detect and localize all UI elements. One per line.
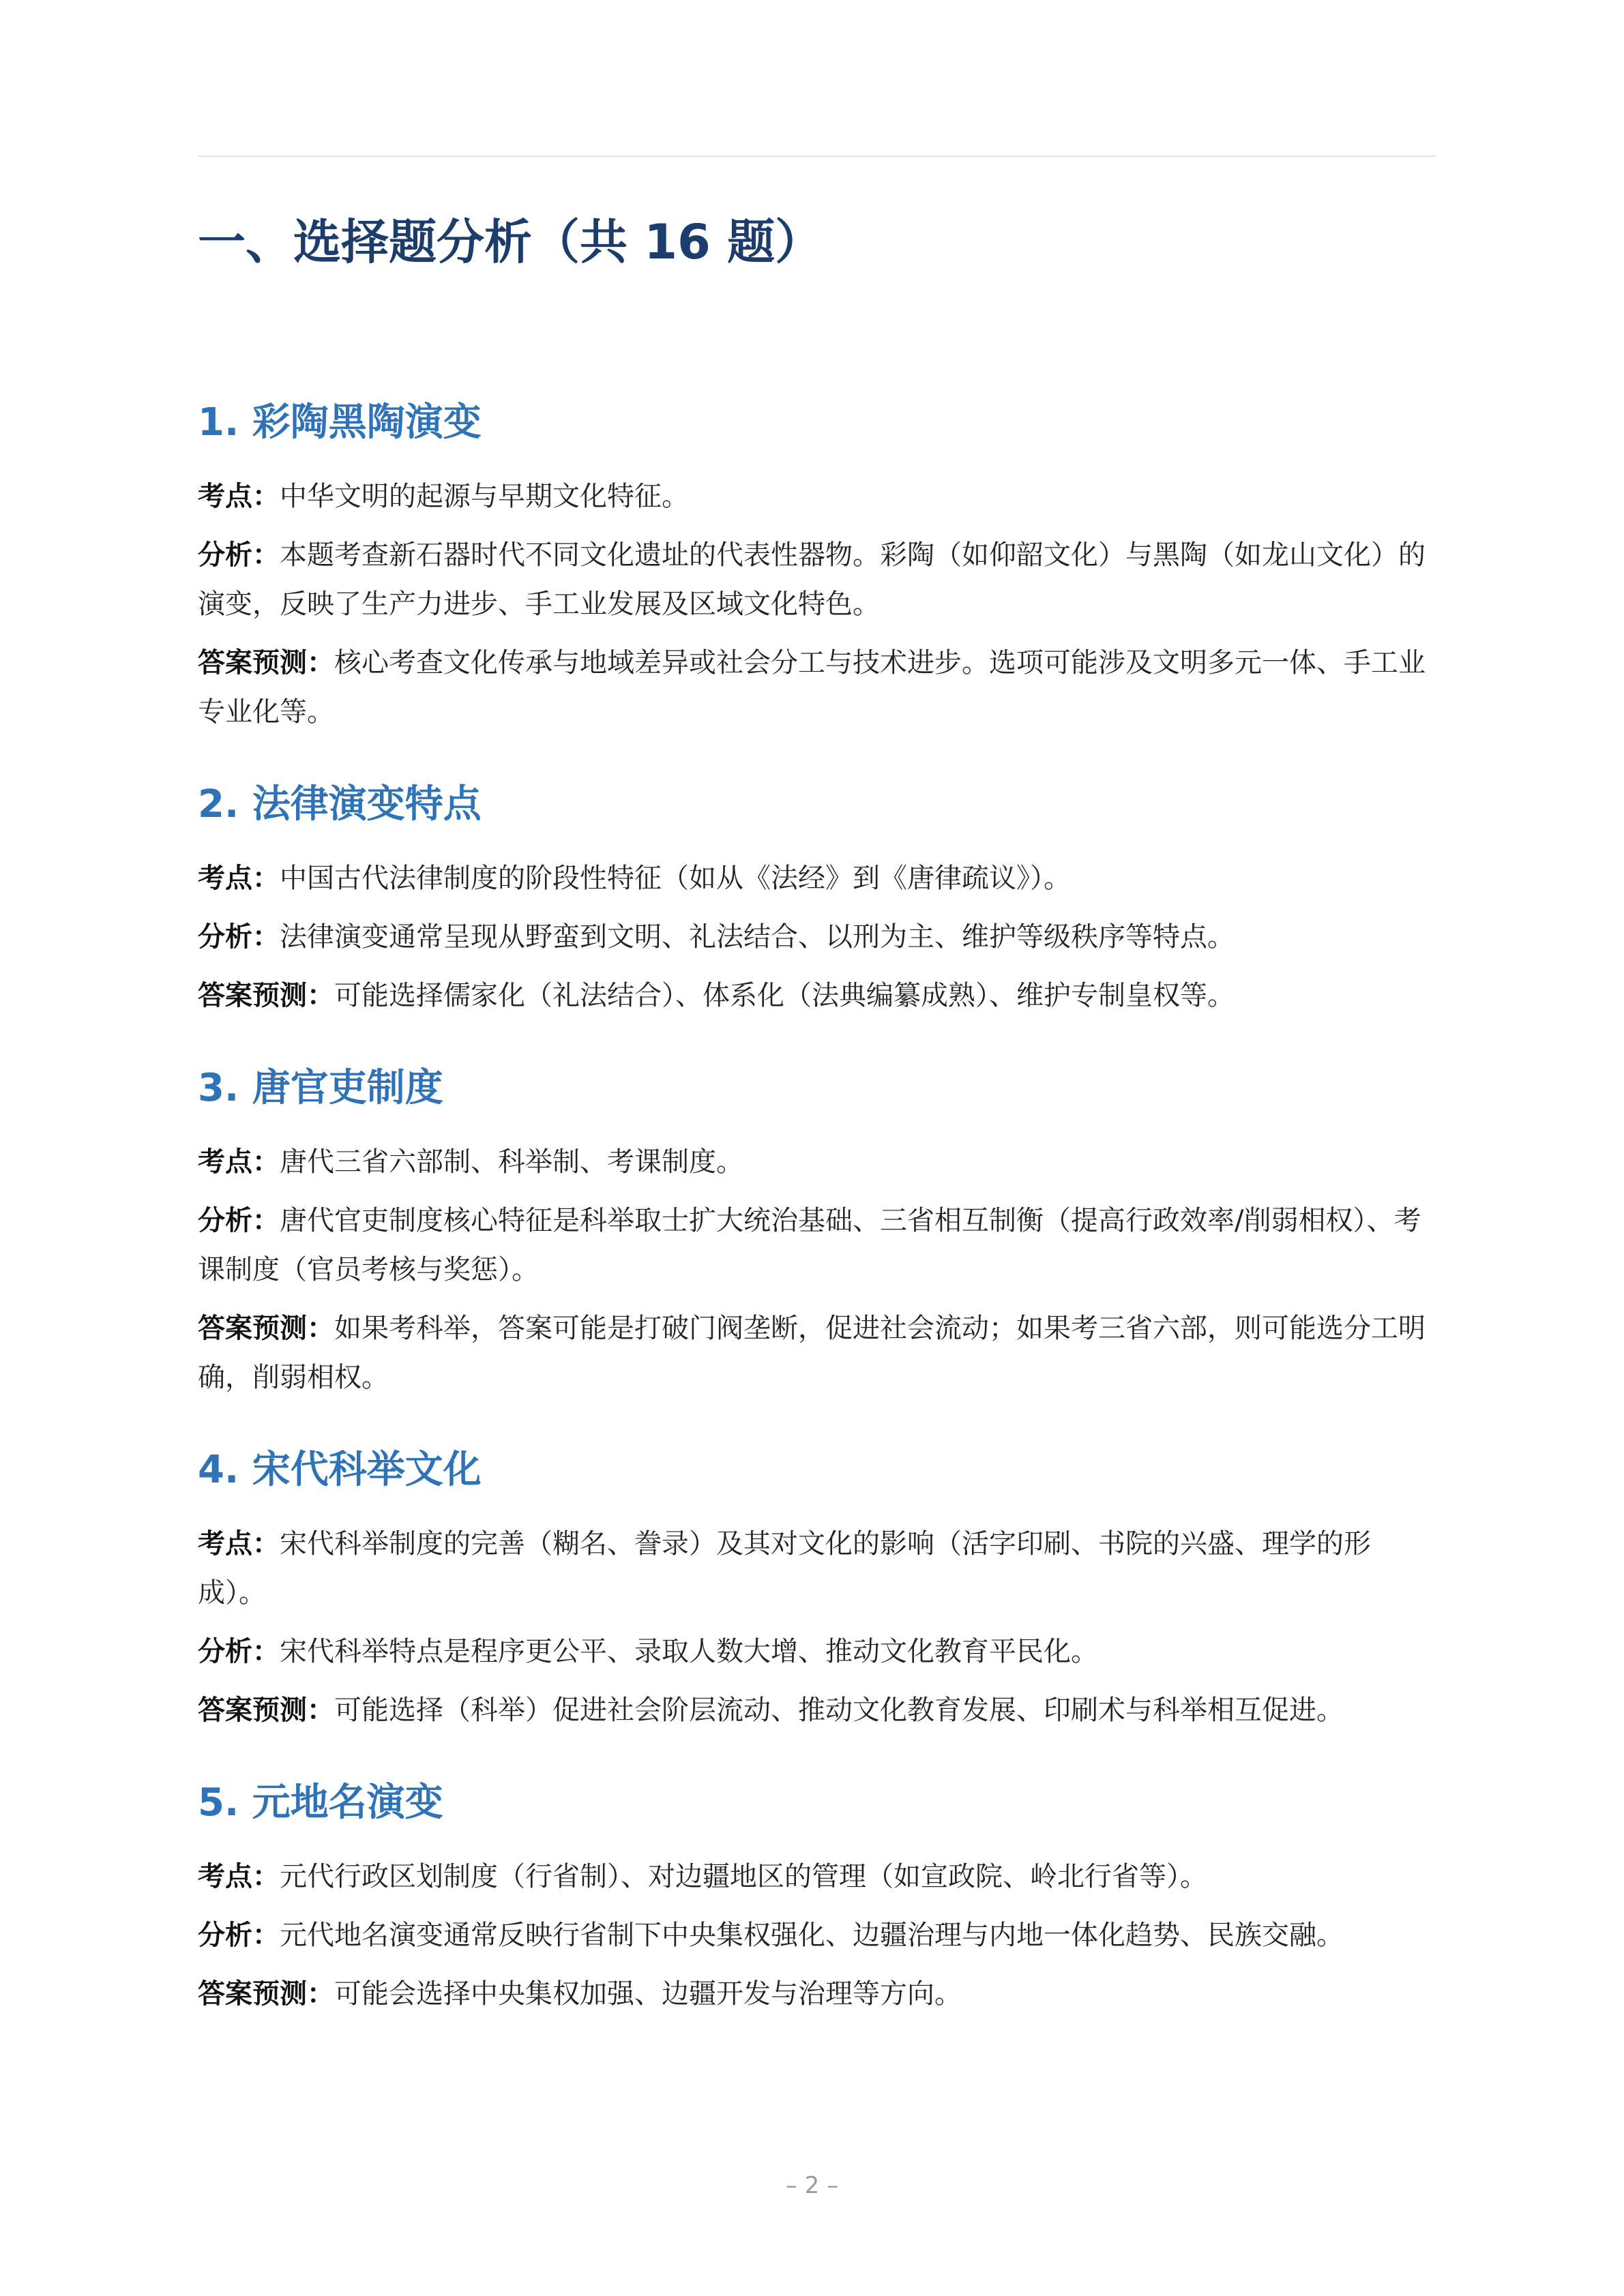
answer-prediction-label: 答案预测：	[198, 1978, 334, 2010]
question-list	[198, 389, 1436, 2053]
exam-point	[198, 1519, 1436, 1617]
analysis-label: 分析：	[198, 921, 280, 953]
answer-prediction	[198, 1969, 1436, 2018]
answer-prediction-text: 核心考查文化传承与地域差异或社会分工与技术进步。选项可能涉及文明多元一体、手工业专业化等。	[198, 647, 1426, 728]
exam-point-text: 中华文明的起源与早期文化特征。	[280, 481, 689, 512]
answer-prediction	[198, 971, 1436, 1020]
analysis-text: 宋代科举特点是程序更公平、录取人数大增、推动文化教育平民化。	[280, 1636, 1098, 1667]
exam-point-label: 考点：	[198, 1861, 280, 1892]
analysis-label: 分析：	[198, 539, 280, 571]
question-title: 5. 元地名演变	[198, 1780, 443, 1825]
top-divider	[198, 155, 1436, 157]
question-item	[198, 1436, 1436, 1735]
answer-prediction	[198, 1304, 1436, 1402]
analysis-text: 本题考查新石器时代不同文化遗址的代表性器物。彩陶（如仰韶文化）与黑陶（如龙山文化）的演变，反映了生产力进步、手工业发展及区域文化特色。	[198, 539, 1426, 620]
analysis-label: 分析：	[198, 1205, 280, 1236]
answer-prediction-label: 答案预测：	[198, 980, 334, 1011]
answer-prediction-label: 答案预测：	[198, 1313, 334, 1344]
analysis-text: 法律演变通常呈现从野蛮到文明、礼法结合、以刑为主、维护等级秩序等特点。	[280, 921, 1235, 953]
exam-point	[198, 472, 1436, 521]
answer-prediction-text: 如果考科举，答案可能是打破门阀垄断，促进社会流动；如果考三省六部，则可能选分工明确，削弱相权。	[198, 1313, 1426, 1393]
exam-point	[198, 1137, 1436, 1187]
exam-point	[198, 1852, 1436, 1901]
analysis-label: 分析：	[198, 1636, 280, 1667]
page-number: – 2 –	[785, 2172, 839, 2199]
analysis	[198, 912, 1436, 961]
question-title: 4. 宋代科举文化	[198, 1448, 482, 1492]
question-title: 2. 法律演变特点	[198, 782, 482, 826]
exam-point-text: 元代行政区划制度（行省制）、对边疆地区的管理（如宣政院、岭北行省等）。	[280, 1861, 1207, 1892]
exam-point-label: 考点：	[198, 481, 280, 512]
question-title: 1. 彩陶黑陶演变	[198, 400, 482, 445]
answer-prediction-label: 答案预测：	[198, 647, 334, 679]
analysis-label: 分析：	[198, 1920, 280, 1951]
question-item	[198, 389, 1436, 736]
question-title: 3. 唐官吏制度	[198, 1066, 443, 1110]
exam-point-text: 宋代科举制度的完善（糊名、誊录）及其对文化的影响（活字印刷、书院的兴盛、理学的形成）。	[198, 1528, 1371, 1609]
analysis	[198, 1911, 1436, 1960]
exam-point-label: 考点：	[198, 863, 280, 894]
analysis-text: 唐代官吏制度核心特征是科举取士扩大统治基础、三省相互制衡（提高行政效率/削弱相权）、考课制度（官员考核与奖惩）。	[198, 1205, 1421, 1285]
answer-prediction-text: 可能会选择中央集权加强、边疆开发与治理等方向。	[334, 1978, 962, 2010]
question-item	[198, 1769, 1436, 2018]
document-page	[198, 0, 1436, 2296]
exam-point-text: 唐代三省六部制、科举制、考课制度。	[280, 1146, 743, 1178]
answer-prediction-text: 可能选择儒家化（礼法结合）、体系化（法典编纂成熟）、维护专制皇权等。	[334, 980, 1235, 1011]
question-item	[198, 771, 1436, 1020]
analysis	[198, 1196, 1436, 1294]
analysis	[198, 531, 1436, 629]
answer-prediction	[198, 1686, 1436, 1735]
exam-point	[198, 854, 1436, 903]
answer-prediction-label: 答案预测：	[198, 1695, 334, 1726]
exam-point-text: 中国古代法律制度的阶段性特征（如从《法经》到《唐律疏议》）。	[280, 863, 1071, 894]
question-item	[198, 1054, 1436, 1402]
answer-prediction	[198, 638, 1436, 736]
exam-point-label: 考点：	[198, 1146, 280, 1178]
exam-point-label: 考点：	[198, 1528, 280, 1560]
analysis-text: 元代地名演变通常反映行省制下中央集权强化、边疆治理与内地一体化趋势、民族交融。	[280, 1920, 1344, 1951]
section-title: 一、选择题分析（共 16 题）	[198, 214, 823, 270]
answer-prediction-text: 可能选择（科举）促进社会阶层流动、推动文化教育发展、印刷术与科举相互促进。	[334, 1695, 1344, 1726]
analysis	[198, 1627, 1436, 1676]
